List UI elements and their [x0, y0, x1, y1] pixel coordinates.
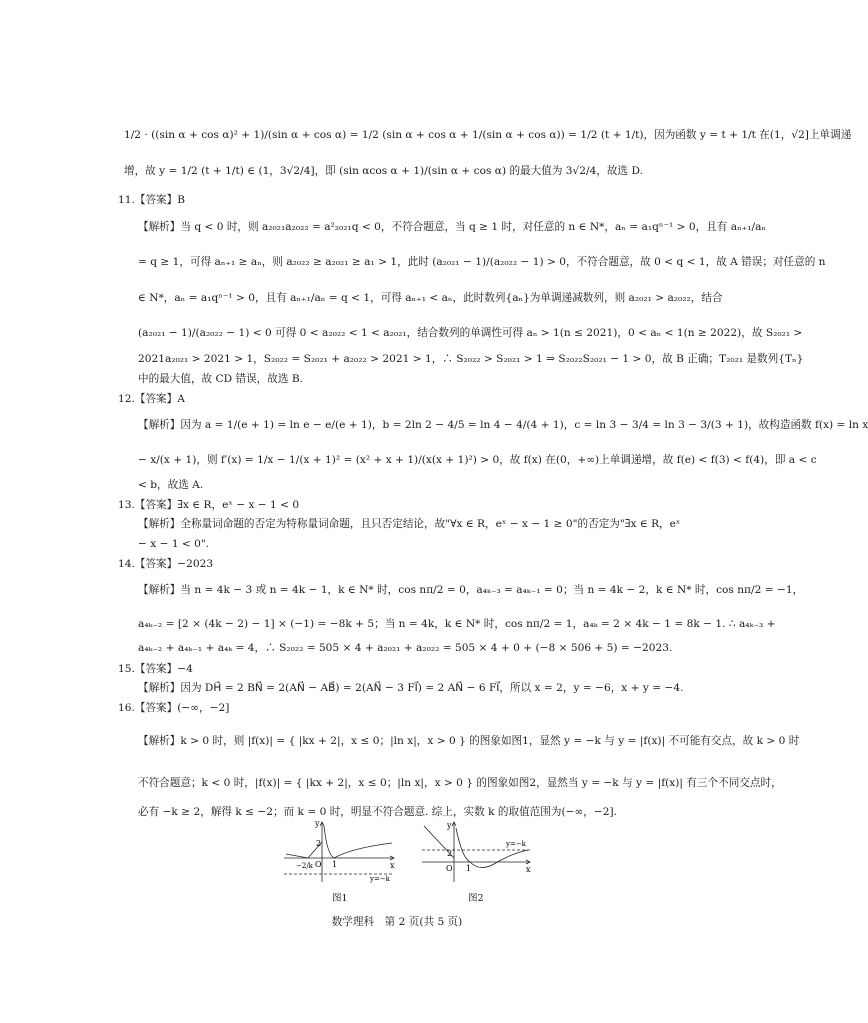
- q11-line-1: 【解析】当 q < 0 时，则 a₂₀₂₁a₂₀₂₂ = a²₂₀₂₁q < 0，不符合题意，当 q ≥ 1 时，对任意的 n ∈ N*，aₙ = a₁qⁿ⁻¹ > 0，且有 aₙ₊₁/aₙ: [138, 221, 766, 233]
- q14-line-3: a₄ₖ₋₂ + a₄ₖ₋₁ + a₄ₖ = 4，∴ S₂₀₂₂ = 505 × 4 + a₂₀₂₁ + a₂₀₂₂ = 505 × 4 + 0 + (−8 × 506 + 5) = −2023.: [138, 642, 673, 654]
- q11-line-4: (a₂₀₂₁ − 1)/(a₂₀₂₂ − 1) < 0 可得 0 < a₂₀₂₂ < 1 < a₂₀₂₁，结合数列的单调性可得 aₙ > 1(n ≤ 2021)，0 < aₙ < 1(n ≥ 2022)，故 S₂₀₂₁ >: [138, 327, 803, 339]
- fig1-one-label: 1: [332, 860, 338, 869]
- fig2-x-label: x: [526, 865, 531, 874]
- fig1-y-label: y: [315, 819, 320, 828]
- q12-line-3: < b，故选 A.: [138, 479, 204, 491]
- q12-line-1: 【解析】因为 a = 1/(e + 1) = ln e − e/(e + 1)，b = 2ln 2 − 4/5 = ln 4 − 4/(4 + 1)，c = ln 3 − 3/4 = ln 3 − 3/(3 + 1)，故构造函数 f(x) = ln x: [138, 419, 868, 431]
- figure-2-caption: 图2: [468, 893, 484, 904]
- q11-line-3: ∈ N*，aₙ = a₁qⁿ⁻¹ > 0，且有 aₙ₊₁/aₙ = q < 1，可得 aₙ₊₁ < aₙ，此时数列{aₙ}为单调递减数列，则 a₂₀₂₁ > a₂₀₂₂，结合: [138, 292, 723, 304]
- q16-line-3: 必有 −k ≥ 2，解得 k ≤ −2；而 k = 0 时，明显不符合题意. 综上，实数 k 的取值范围为(−∞，−2].: [138, 806, 617, 818]
- q11-line-6: 中的最大值，故 CD 错误，故选 B.: [138, 373, 303, 385]
- fig2-line-label: y=−k: [506, 840, 526, 848]
- fig1-origin-label: O: [315, 860, 322, 869]
- q12-answer: 12.【答案】A: [118, 393, 185, 405]
- q10-line-2: 增，故 y = 1/2 (t + 1/t) ∈ (1，3√2/4]，即 (sin αcos α + 1)/(sin α + cos α) 的最大值为 3√2/4，故选 D.: [124, 165, 643, 177]
- q14-line-2: a₄ₖ₋₂ = [2 × (4k − 2) − 1] × (−1) = −8k + 5；当 n = 4k，k ∈ N* 时，cos nπ/2 = 1，a₄ₖ = 2 × 4k − 1 = 8k − 1. ∴ a₄ₖ₋₃ +: [138, 618, 776, 630]
- q12-line-2: − x/(x + 1)，则 f′(x) = 1/x − 1/(x + 1)² = (x² + x + 1)/(x(x + 1)²) > 0，故 f(x) 在(0，+∞)上单调递增，故 f(e) < f(3) < f(4)，即 a < c: [138, 454, 817, 466]
- q16-answer: 16.【答案】(−∞，−2]: [118, 702, 230, 714]
- fig2-y-label: y: [447, 821, 452, 830]
- fig1-xint-label: −2/k: [296, 862, 313, 870]
- q13-line-1: 【解析】全称量词命题的否定为特称量词命题，且只否定结论，故"∀x ∈ R，eˣ − x − 1 ≥ 0"的否定为"∃x ∈ R，eˣ: [138, 518, 681, 530]
- fig2-one-label: 1: [466, 864, 472, 873]
- fig1-x-label: x: [390, 861, 395, 870]
- q11-answer: 11.【答案】B: [118, 194, 186, 206]
- figure-1-graph: [282, 818, 400, 884]
- q13-line-2: − x − 1 < 0".: [138, 538, 210, 550]
- q15-line-1: 【解析】因为 DH⃗ = 2 BN⃗ = 2(AN⃗ − AB⃗) = 2(AN⃗ − 3 FI⃗) = 2 AN⃗ − 6 FI⃗，所以 x = 2，y = −6，x + y = −4.: [138, 682, 684, 694]
- figure-2-graph: [418, 818, 536, 884]
- fig2-origin-label: O: [446, 864, 453, 873]
- fig1-right-branch: [324, 826, 392, 858]
- q16-line-1: 【解析】k > 0 时，则 |f(x)| = { |kx + 2|，x ≤ 0；|ln x|，x > 0 } 的图象如图1，显然 y = −k 与 y = |f(x)| 不可能有交点，故 k > 0 时: [138, 735, 800, 747]
- q14-answer: 14.【答案】−2023: [118, 558, 214, 570]
- q13-answer: 13.【答案】∃x ∈ R，eˣ − x − 1 < 0: [118, 499, 300, 511]
- q15-answer: 15.【答案】−4: [118, 663, 193, 675]
- q11-line-5: 2021a₂₀₂₁ > 2021 > 1，S₂₀₂₂ = S₂₀₂₁ + a₂₀₂₂ > 2021 > 1，∴ S₂₀₂₂ > S₂₀₂₁ > 1 ⇒ S₂₀₂₂S₂₀₂₁ − 1 > 0，故 B 正确；T₂₀₂₁ 是数列{Tₙ}: [138, 353, 804, 365]
- fig1-two-label: 2: [316, 839, 322, 848]
- figure-1-caption: 图1: [332, 893, 348, 904]
- q14-line-1: 【解析】当 n = 4k − 3 或 n = 4k − 1，k ∈ N* 时，cos nπ/2 = 0，a₄ₖ₋₃ = a₄ₖ₋₁ = 0；当 n = 4k − 2，k ∈ N* 时，cos nπ/2 = −1，: [138, 584, 804, 596]
- q16-line-2: 不符合题意；k < 0 时，|f(x)| = { |kx + 2|，x ≤ 0；|ln x|，x > 0 } 的图象如图2，显然当 y = −k 与 y = |f(x)| 有三个不同交点时，: [138, 777, 782, 789]
- page-footer: 数学理科 第 2 页(共 5 页): [331, 916, 463, 928]
- fig2-two-label: 2: [447, 849, 453, 858]
- q10-line-1: 1/2 · ((sin α + cos α)² + 1)/(sin α + cos α) = 1/2 (sin α + cos α + 1/(sin α + cos α)) = 1/2 (t + 1/t)，因为函数 y = t + 1/t 在(1，√2]上单调递: [124, 129, 852, 141]
- fig1-line-label: y=−k: [370, 875, 390, 883]
- q11-line-2: = q ≥ 1，可得 aₙ₊₁ ≥ aₙ，则 a₂₀₂₂ ≥ a₂₀₂₁ ≥ a₁ > 1，此时 (a₂₀₂₁ − 1)/(a₂₀₂₂ − 1) > 0，不符合题意，故 0 < q < 1，故 A 错误；对任意的 n: [138, 256, 826, 268]
